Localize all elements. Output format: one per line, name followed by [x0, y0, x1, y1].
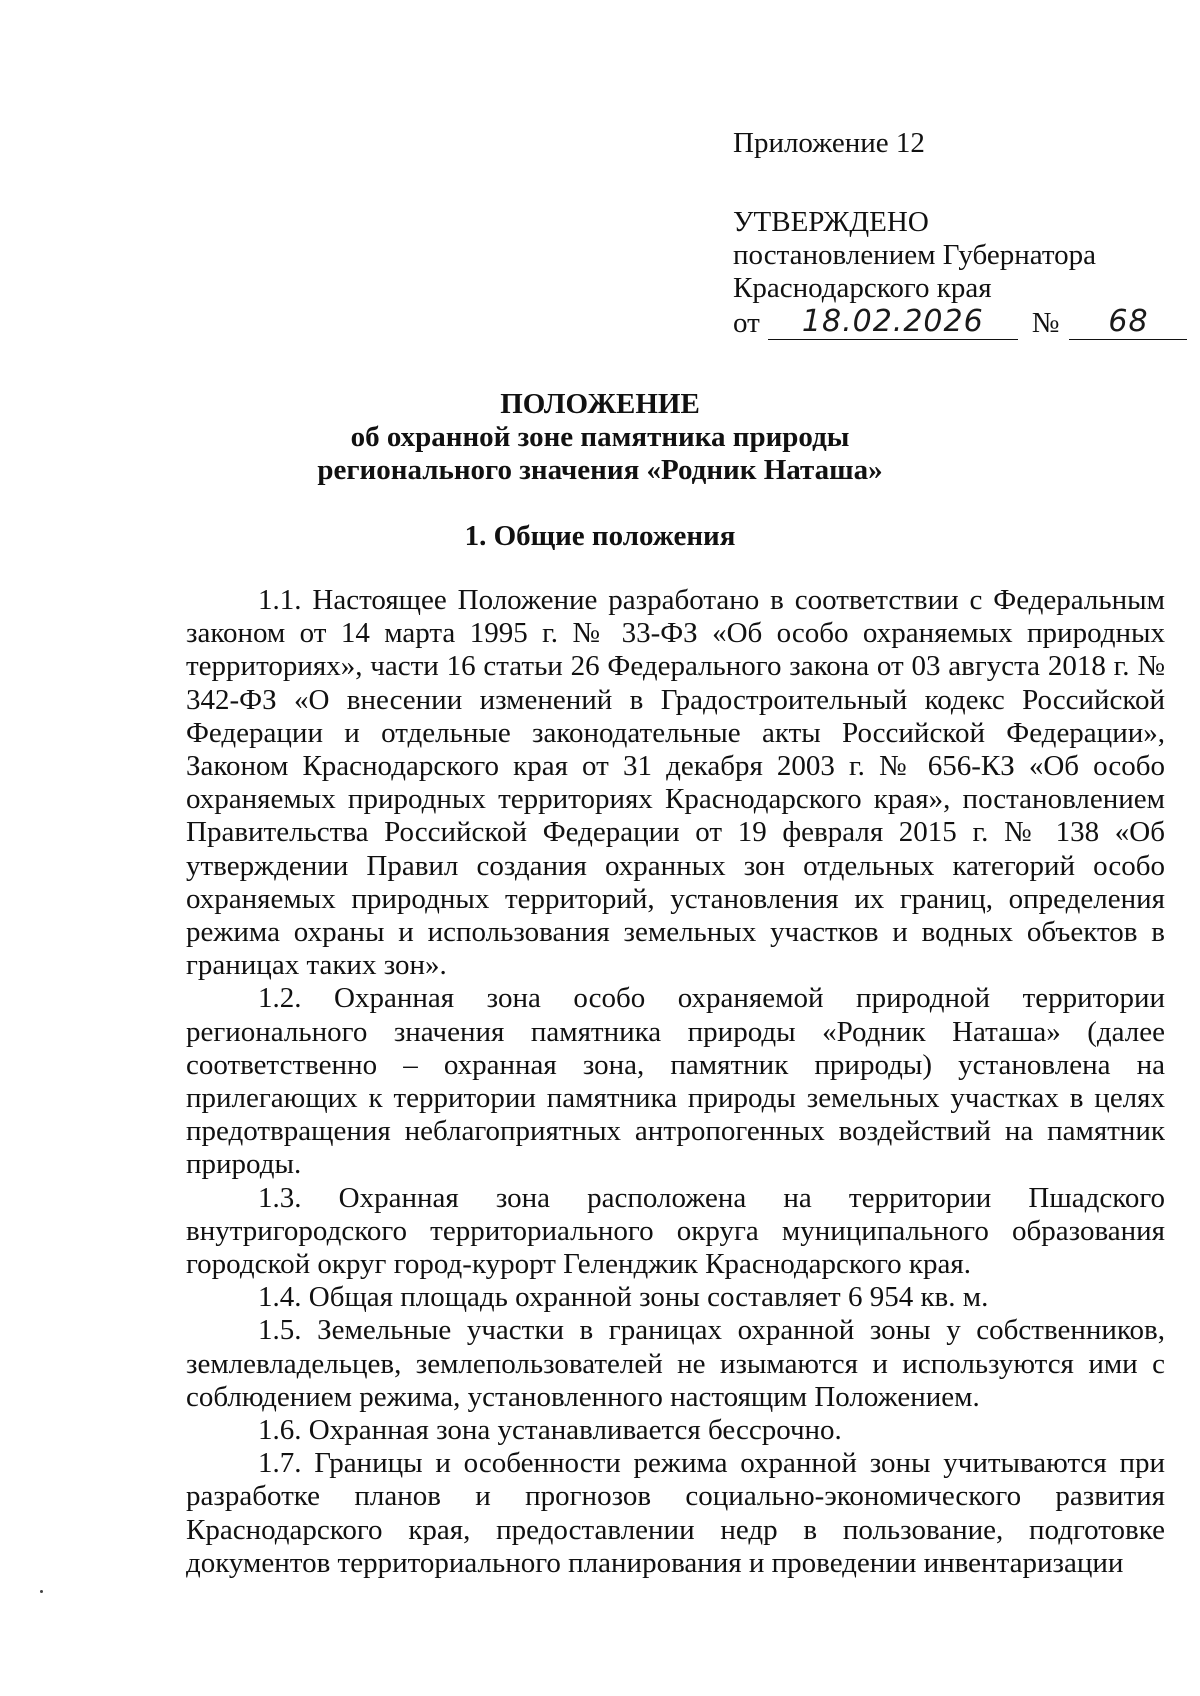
paragraph-1-7: 1.7. Границы и особенности режима охранной зоны учитываются при разработке планов и прогнозов социально-экономического развития Краснодарского края, предоставлении недр в пользование, подготовке документов территориального планирования и проведении инвентаризации [186, 1447, 1165, 1579]
appendix-label: Приложение 12 [733, 127, 925, 159]
title-line-1: ПОЛОЖЕНИЕ [500, 388, 700, 420]
date-number-line [733, 305, 1187, 340]
approved-by-line-2: Краснодарского края [733, 272, 992, 304]
paragraph-1-6: 1.6. Охранная зона устанавливается бессрочно. [258, 1414, 842, 1447]
paragraph-1-5: 1.5. Земельные участки в границах охранной зоны у собственников, землевладельцев, землепользователей не изымаются и используются ими с соблюдением режима, установленного настоящим Положением. [186, 1314, 1165, 1413]
approved-by-line-1: постановлением Губернатора [733, 239, 1097, 271]
handwritten-date: 18.02.2026 [768, 305, 1018, 340]
paragraph-1-1: 1.1. Настоящее Положение разработано в соответствии с Федеральным законом от 14 марта 1995 г. № 33-ФЗ «Об особо охраняемых природных территориях», части 16 статьи 26 Федерального закона от 03 августа 2018 г. № 342-ФЗ «О внесении изменений в Градостроительный кодекс Российской Федерации и отдельные законодательные акты Российской Федерации», Законом Краснодарского края от 31 декабря 2003 г. № 656-КЗ «Об особо охраняемых природных территориях Краснодарского края», постановлением Правительства Российской Федерации от 19 февраля 2015 г. № 138 «Об утверждении Правил создания охранных зон отдельных категорий особо охраняемых природных территорий, установления их границ, определения режима охраны и использования земельных участков и водных объектов в границах таких зон». [186, 584, 1165, 982]
paragraph-1-2: 1.2. Охранная зона особо охраняемой природной территории регионального значения памятника природы «Родник Наташа» (далее соответственно – охранная зона, памятник природы) установлена на прилегающих к территории памятника природы земельных участках в целях предотвращения неблагоприятных антропогенных воздействий на памятник природы. [186, 982, 1165, 1181]
handwritten-number: 68 [1069, 305, 1187, 340]
scan-speck [40, 1590, 43, 1593]
approved-label: УТВЕРЖДЕНО [733, 206, 929, 238]
date-prefix: от [733, 307, 760, 339]
section-body [186, 584, 1165, 1580]
paragraph-1-3: 1.3. Охранная зона расположена на территории Пшадского внутригородского территориального округа муниципального образования городской округ город-курорт Геленджик Краснодарского края. [186, 1181, 1165, 1281]
approval-block [733, 206, 1187, 340]
section-heading: 1. Общие положения [464, 520, 736, 552]
title-line-3: регионального значения «Родник Наташа» [317, 454, 883, 486]
title-line-2: об охранной зоне памятника природы [350, 421, 850, 453]
document-title [150, 388, 1050, 487]
number-prefix: № [1031, 307, 1060, 339]
paragraph-1-4: 1.4. Общая площадь охранной зоны составляет 6 954 кв. м. [258, 1281, 989, 1314]
